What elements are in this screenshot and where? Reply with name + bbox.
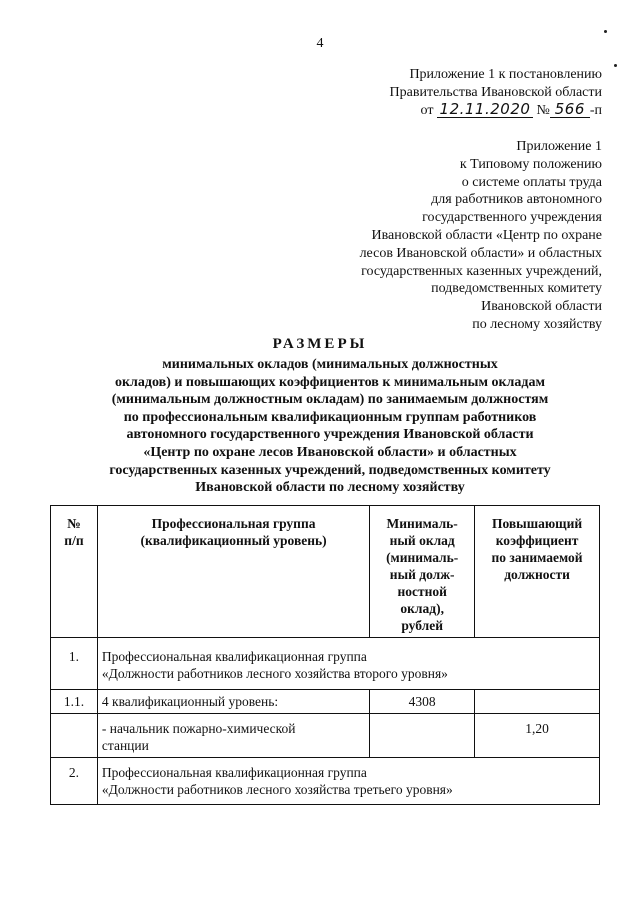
regulation-appendix-line: Ивановской области «Центр по охране <box>371 227 602 243</box>
document-subtitle <box>50 356 610 497</box>
number-suffix: -п <box>589 102 602 118</box>
subtitle-line: государственных казенных учреждений, подведомственных комитету <box>109 462 551 478</box>
subtitle-line: (минимальным должностным окладам) по занимаемым должностям <box>111 392 549 408</box>
row-position-text: - начальник пожарно-химической станции <box>97 714 369 758</box>
table-row <box>51 638 600 690</box>
resolution-appendix-line2: Правительства Ивановской области <box>389 84 602 100</box>
resolution-appendix-note <box>390 66 602 119</box>
regulation-appendix-line: лесов Ивановской области» и областных <box>359 245 602 261</box>
regulation-appendix-line: Приложение 1 <box>516 139 602 154</box>
regulation-appendix-line: подведомственных комитету <box>431 281 602 297</box>
row-group-text: Профессиональная квалификационная группа «Должности работников лесного хозяйства второго уровня» <box>97 638 599 690</box>
row-group-text: Профессиональная квалификационная группа «Должности работников лесного хозяйства третьего уровня» <box>97 758 599 805</box>
row-salary <box>370 714 475 758</box>
row-num: 2. <box>51 758 98 805</box>
subtitle-line: автономного государственного учреждения Ивановской области <box>126 427 534 443</box>
table-row <box>51 690 600 714</box>
number-label: № <box>536 102 550 118</box>
subtitle-line: «Центр по охране лесов Ивановской области» и областных <box>143 444 517 460</box>
regulation-appendix-line: государственного учреждения <box>422 210 602 226</box>
resolution-date: 12.11.2020 <box>437 102 533 118</box>
regulation-appendix-line: государственных казенных учреждений, <box>361 263 602 279</box>
scan-speck <box>604 30 607 33</box>
salary-table <box>50 505 600 805</box>
regulation-appendix-line: по лесному хозяйству <box>472 316 602 332</box>
row-coefficient: 1,20 <box>475 714 600 758</box>
row-num: 1. <box>51 638 98 690</box>
scan-speck <box>614 64 617 67</box>
regulation-appendix-line: Ивановской области <box>481 299 602 315</box>
resolution-number: 566 <box>550 102 590 118</box>
row-num <box>51 714 98 758</box>
subtitle-line: окладов) и повышающих коэффициентов к минимальным окладам <box>114 374 546 390</box>
header-num: № п/п <box>51 506 98 638</box>
row-salary: 4308 <box>370 690 475 714</box>
document-title: РАЗМЕРЫ <box>272 336 368 352</box>
regulation-appendix-line: для работников автономного <box>431 192 602 208</box>
row-coefficient <box>475 690 600 714</box>
subtitle-line: по профессиональным квалификационным группам работников <box>123 409 537 425</box>
row-level-text: 4 квалификационный уровень: <box>97 690 369 714</box>
table-row <box>51 714 600 758</box>
resolution-appendix-line1: Приложение 1 к постановлению <box>409 67 602 82</box>
table-row <box>51 758 600 805</box>
resolution-date-line <box>390 99 602 120</box>
subtitle-line: минимальных окладов (минимальных должностных <box>162 357 498 372</box>
regulation-appendix-line: к Типовому положению <box>459 156 602 172</box>
header-salary: Минималь- ный оклад (минималь- ный долж- ностной оклад), рублей <box>370 506 475 638</box>
table-header-row <box>51 506 600 638</box>
page-number: 4 <box>316 36 324 51</box>
header-group: Профессиональная группа (квалификационный уровень) <box>97 506 369 638</box>
regulation-appendix-note <box>360 138 602 334</box>
row-num: 1.1. <box>51 690 98 714</box>
header-coefficient: Повышающий коэффициент по занимаемой должности <box>475 506 600 638</box>
subtitle-line: Ивановской области по лесному хозяйству <box>195 480 465 496</box>
from-label: от <box>420 102 434 118</box>
regulation-appendix-line: о системе оплаты труда <box>461 174 602 190</box>
